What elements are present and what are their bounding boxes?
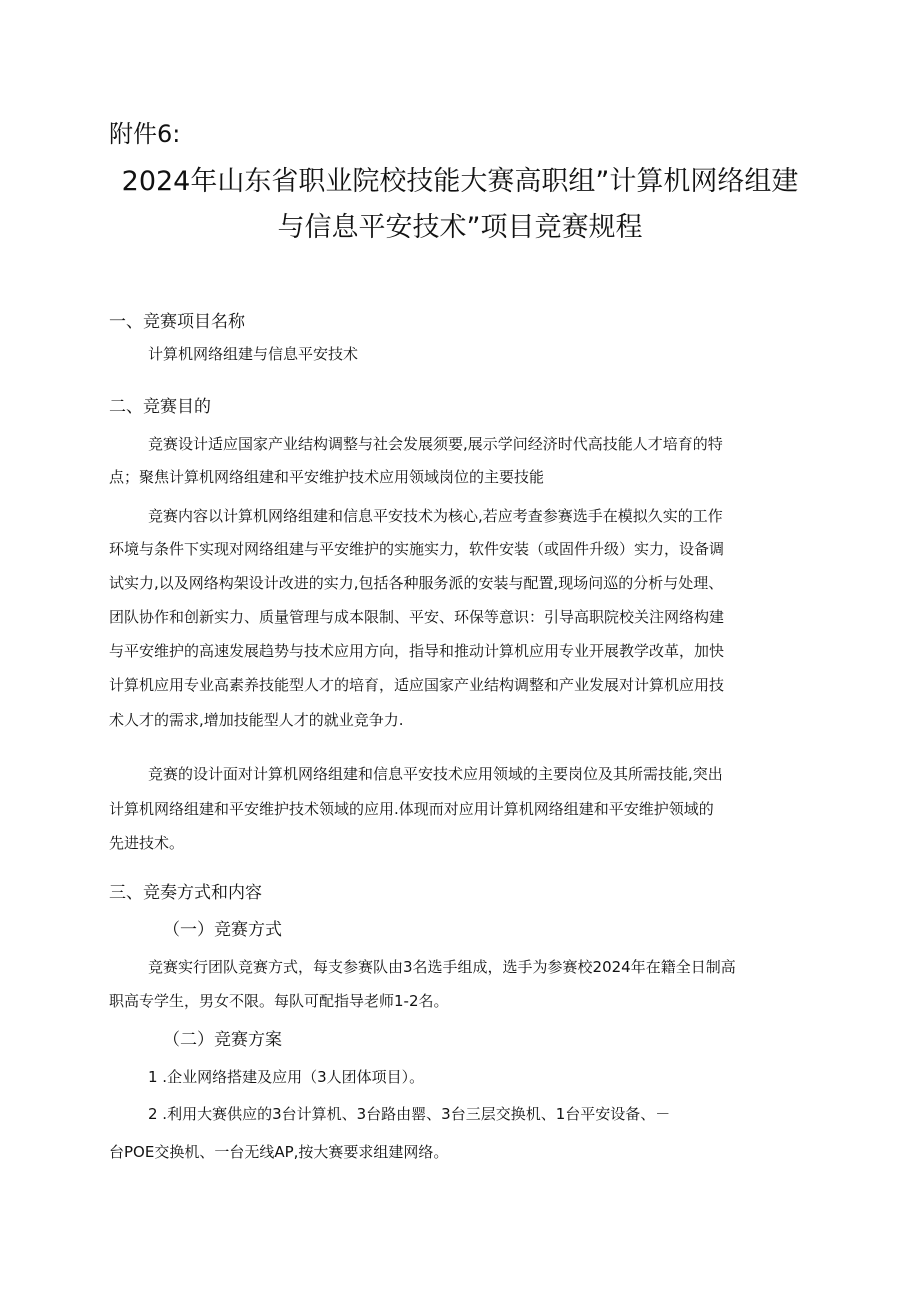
attachment-label: 附件6: [109, 120, 181, 148]
subsection-2-line: 台POE交换机、一台无线AP,按大赛要求组建网络。 [109, 1143, 449, 1161]
section-2-line: 团队协作和创新实力、质量管理与成本限制、平安、环保等意识：引导高职院校关注网络构建 [109, 608, 725, 626]
section-1-heading: 一、竞赛项目名称 [109, 312, 245, 332]
subsection-1-line: 职高专学生，男女不限。每队可配指导老师1-2名。 [109, 992, 449, 1010]
document-title-line-2: 与信息平安技术”项目竞赛规程 [277, 212, 643, 243]
subsection-1-heading: （一）竞赛方式 [163, 920, 282, 940]
section-2-line: 竞赛设计适应国家产业结构调整与社会发展须要,展示学问经济时代高技能人才培育的特 [148, 435, 723, 453]
subsection-2-line: 2 .利用大赛供应的3台计算机、3台路由罂、3台三层交换机、1台平安设备、－ [148, 1105, 671, 1123]
section-2-line: 计算机网络组建和平安维护技术领域的应用.体现而对应用计算机网络组建和平安维护领域的 [109, 800, 714, 818]
section-2-line: 术人才的需求,增加技能型人才的就业竞争力. [109, 711, 404, 729]
document-title-line-1: 2024年山东省职业院校技能大赛高职组”计算机网络组建 [121, 166, 799, 197]
subsection-2-heading: （二）竞赛方案 [163, 1030, 282, 1050]
section-3-heading: 三、竞奏方式和内容 [109, 883, 262, 903]
subsection-2-line: 1 .企业网络搭建及应用（3人团体项目）。 [148, 1068, 425, 1086]
section-2-line: 试实力,以及网络构架设计改进的实力,包括各种服务派的安装与配置,现场问巡的分析与处理、 [109, 574, 724, 592]
section-2-line: 先进技术。 [109, 834, 185, 852]
section-2-line: 竞赛内容以计算机网络组建和信息平安技术为核心,若应考查参赛选手在模拟久实的工作 [148, 507, 723, 525]
section-1-body: 计算机网络组建与信息平安技术 [148, 345, 359, 363]
section-2-line: 环境与条件下实现对网络组建与平安维护的实施实力，软件安装（或固件升级）实力，设备调 [109, 540, 725, 558]
section-2-line: 点；聚焦计算机网络组建和平安维护技术应用领域岗位的主要技能 [109, 468, 545, 486]
section-2-heading: 二、竞赛目的 [109, 397, 211, 417]
subsection-1-line: 竞赛实行团队竞赛方式，每支参赛队由3名选手组成，选手为参赛校2024年在籍全日制高 [148, 958, 736, 976]
section-2-line: 计算机应用专业高素养技能型人才的培育，适应国家产业结构调整和产业发展对计算机应用技 [109, 676, 725, 694]
section-2-line: 与平安维护的高速发展趋势与技术应用方向，指导和推动计算机应用专业开展教学改革，加快 [109, 642, 725, 660]
section-2-line: 竞赛的设计面对计算机网络组建和信息平安技术应用领域的主要岗位及其所需技能,突出 [148, 765, 723, 783]
